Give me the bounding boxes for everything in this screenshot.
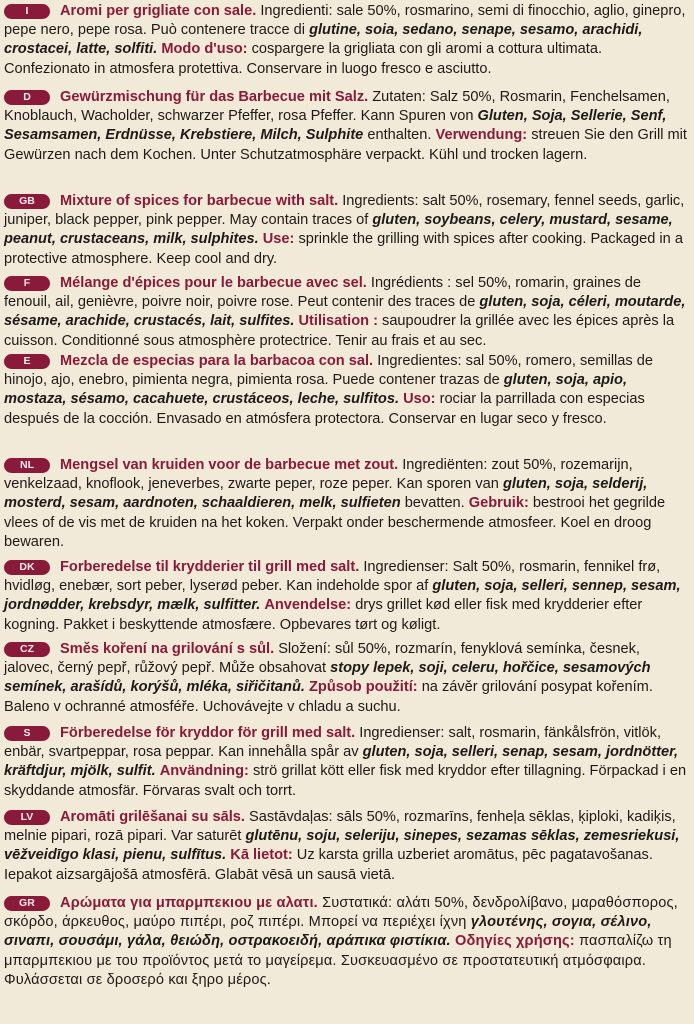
section-greek — [4, 894, 690, 990]
usage-label: Utilisation : — [298, 313, 378, 330]
ingredients-label: Ingredientes: — [377, 353, 462, 369]
ingredients-text: Salt 50%, rosmarin, fennikel frø, hvidløg, enebær, sort peber, lyserød peber. Kan indeholde spor af — [4, 559, 661, 595]
ingredients-label: Συστατικά: — [322, 895, 393, 911]
allergens-text: glutēnu, soju, seleriju, sinepes, sezamas sēklas, zemesriekusi, vēžveidīgo klasi, pienu, sulfītus. — [4, 828, 680, 864]
language-badge: GB — [4, 194, 50, 209]
usage-text: saupoudrer la grillée avec les épices après la cuisson. Conditionné sous atmosphère protectrice. Tenir au frais et au sec. — [4, 313, 675, 349]
section-czech — [4, 640, 690, 717]
usage-text: sprinkle the grilling with spices after cooking. Packaged in a protective atmosphere. Keep cool and dry. — [4, 231, 683, 267]
section-title: Mezcla de especias para la barbacoa con sal. — [60, 353, 374, 369]
ingredients-label: Složení: — [278, 641, 331, 657]
language-badge: LV — [4, 810, 50, 825]
ingredients-label: Ingredients: — [342, 193, 419, 209]
ingredients-label: Ingrédients : — [370, 275, 452, 291]
section-german — [4, 88, 690, 165]
section-title: Gewürzmischung für das Barbecue mit Salz. — [60, 89, 369, 105]
usage-text: πασπαλίζω τη μπαρμπεκιου με του προϊόντος μετά το μαγείρεμα. Συσκευασμένο σε προστατευτική ατμόσφαιρα. Φυλάσσεται σε δροσερό και ξηρο μέρος. — [4, 933, 672, 988]
language-badge: CZ — [4, 642, 50, 657]
section-title: Forberedelse til krydderier til grill med salt. — [60, 559, 360, 575]
usage-text: drys grillet kød eller fisk med krydderier efter kogning. Pakket i beskyttende atmosfære. Opbevares tørt og køligt. — [4, 597, 643, 633]
section-dutch — [4, 456, 690, 552]
ingredients-text: sel 50%, romarin, graines de fenouil, ail, genièvre, poivre noir, poivre rose. Peut contenir des traces de — [4, 275, 642, 311]
ingredients-label: Zutaten: — [372, 89, 426, 105]
ingredients-text: sůl 50%, rozmarín, fenyklová semínka, česnek, jalovec, černý pepř, růžový pepř. Může obsahovat — [4, 641, 640, 677]
language-badge: S — [4, 726, 50, 741]
usage-label: Use: — [262, 231, 295, 248]
usage-text: rociar la parrillada con especias después de la cocción. Envasado en atmósfera protectora. Conservar en lugar seco y fresco. — [4, 391, 645, 427]
ingredients-text: Salz 50%, Rosmarin, Fenchelsamen, Knoblauch, Wacholder, schwarzer Pfeffer, rosa Pfeffer. Kann Spuren von — [4, 89, 670, 125]
language-badge: F — [4, 276, 50, 291]
usage-text: streuen Sie den Grill mit Gewürzen nach dem Kochen. Unter Schutzatmosphäre verpackt. Kühl und trocken lagern. — [4, 127, 687, 163]
usage-label: Anvendelse: — [264, 597, 352, 614]
allergens-text: gluten, soja, apio, mostaza, sésamo, cacahuete, crustáceos, leche, sulfitos. — [4, 372, 628, 408]
language-badge: GR — [4, 896, 50, 911]
allergens-text: gluten, soja, selleri, sennep, sesam, jordnødder, krebsdyr, mælk, sulfitter. — [4, 578, 681, 614]
usage-label: Οδηγίες χρήσης: — [454, 933, 575, 950]
allergens-text: γλουτένης, σογια, σέλινο, σιναπι, σουσάμι, γάλα, θειώδη, οστρακοειδή, αράπικα φιστίκια. — [4, 914, 652, 950]
ingredients-label: Ingredienser: — [359, 725, 445, 741]
usage-label: Verwendung: — [435, 127, 528, 144]
after-allergens-text: enthalten. — [367, 127, 432, 144]
allergens-text: gluten, soja, céleri, moutarde, sésame, arachide, crustacés, lait, sulfites. — [4, 294, 686, 330]
ingredients-text: αλάτι 50%, δενδρολίβανο, μαραθόσπορος, σκόρδο, άρκευθος, μαύρο πιπέρι, ροζ πιπέρι. Μπορεί να περιέχει ίχνη — [4, 895, 678, 931]
usage-text: Uz karsta grilla uzberiet aromātus, pēc pagatavošanas. Iepakot aizsargājošā atmosfērā. Glabāt vēsā un sausā vietā. — [4, 847, 653, 883]
allergens-text: gluten, soja, selderij, mosterd, sesam, aardnoten, schaaldieren, melk, sulfieten — [4, 476, 648, 512]
section-swedish — [4, 724, 690, 801]
language-badge: NL — [4, 458, 50, 473]
language-badge: I — [4, 4, 50, 19]
ingredients-text: sal 50%, romero, semillas de hinojo, ajo, enebro, pimienta negra, pimienta rosa. Puede contener trazas de — [4, 353, 654, 389]
allergens-text: gluten, soybeans, celery, mustard, sesame, peanut, crustaceans, milk, sulphites. — [4, 212, 673, 248]
usage-label: Modo d'uso: — [161, 41, 248, 58]
usage-label: Uso: — [403, 391, 436, 408]
ingredients-label: Ingredienser: — [363, 559, 449, 575]
after-allergens-text: bevatten. — [404, 495, 465, 512]
section-latvian — [4, 808, 690, 885]
language-badge: DK — [4, 560, 50, 575]
section-title: Förberedelse för kryddor för grill med salt. — [60, 725, 356, 741]
language-badge: E — [4, 354, 50, 369]
ingredients-label: Sastāvdaļas: — [249, 809, 333, 825]
allergens-text: stopy lepek, soji, celeru, hořčice, sesamových semínek, arašídů, korýšů, mléka, siřičitanů. — [4, 660, 651, 696]
ingredients-label: Ingrediënten: — [402, 457, 488, 473]
section-title: Směs koření na grilování s sůl. — [60, 641, 275, 657]
usage-label: Gebruik: — [468, 495, 529, 512]
section-english — [4, 192, 690, 269]
section-title: Mélange d'épices pour le barbecue avec sel. — [60, 275, 367, 291]
allergens-text: gluten, soja, selleri, senap, sesam, jordnötter, kräftdjur, mjölk, sulfit. — [4, 744, 679, 780]
ingredients-text: sale 50%, rosmarino, semi di finocchio, aglio, ginepro, pepe nero, pepe rosa. Può contenere tracce di — [4, 3, 686, 39]
section-spanish — [4, 352, 690, 429]
usage-text: na závěr grilování posypat kořením. Baleno v ochranné atmosféře. Uchovávejte v chladu a suchu. — [4, 679, 653, 715]
ingredients-text: salt 50%, rosemary, fennel seeds, garlic, juniper, black pepper, pink pepper. May contain traces of — [4, 193, 685, 229]
ingredients-label: Ingredienti: — [260, 3, 333, 19]
allergens-text: Gluten, Soja, Sellerie, Senf, Sesamsamen, Erdnüsse, Krebstiere, Milch, Sulphite — [4, 108, 667, 144]
section-danish — [4, 558, 690, 635]
usage-label: Användning: — [159, 763, 249, 780]
section-italian — [4, 2, 690, 79]
section-title: Aromāti grilēšanai su sāls. — [60, 809, 245, 825]
ingredients-text: zout 50%, rozemarijn, venkelzaad, knoflook, jeneverbes, zwarte peper, roze peper. Kan sporen van — [4, 457, 633, 493]
usage-text: cospargere la grigliata con gli aromi a cottura ultimata. Confezionato in atmosfera protettiva. Conservare in luogo fresco e asciutto. — [4, 41, 602, 77]
section-title: Aromi per grigliate con sale. — [60, 3, 257, 19]
usage-label: Kā lietot: — [230, 847, 293, 864]
usage-label: Způsob použití: — [309, 679, 418, 696]
language-badge: D — [4, 90, 50, 105]
ingredients-text: sāls 50%, rozmarīns, fenheļa sēklas, ķiploki, kadiķis, melnie pipari, rozā pipari. Var saturēt — [4, 809, 676, 845]
usage-text: bestrooi het gegrilde vlees of de vis met de kruiden na het koken. Verpakt onder beschermende atmosfeer. Koel en droog bewaren. — [4, 495, 666, 550]
allergens-text: glutine, soia, sedano, senape, sesamo, arachidi, crostacei, latte, solfiti. — [4, 22, 643, 58]
section-title: Αρώματα για μπαρμπεκιου με αλατι. — [60, 895, 318, 911]
usage-text: strö grillat kött eller fisk med kryddor efter tillagning. Förpackad i en skyddande atmosfär. Förvaras svalt och torrt. — [4, 763, 687, 799]
section-french — [4, 274, 690, 351]
section-title: Mengsel van kruiden voor de barbecue met zout. — [60, 457, 399, 473]
section-title: Mixture of spices for barbecue with salt. — [60, 193, 339, 209]
ingredients-text: salt, rosmarin, fänkålsfrön, vitlök, enbär, svartpeppar, rosa peppar. Kan innehålla spår av — [4, 725, 662, 761]
